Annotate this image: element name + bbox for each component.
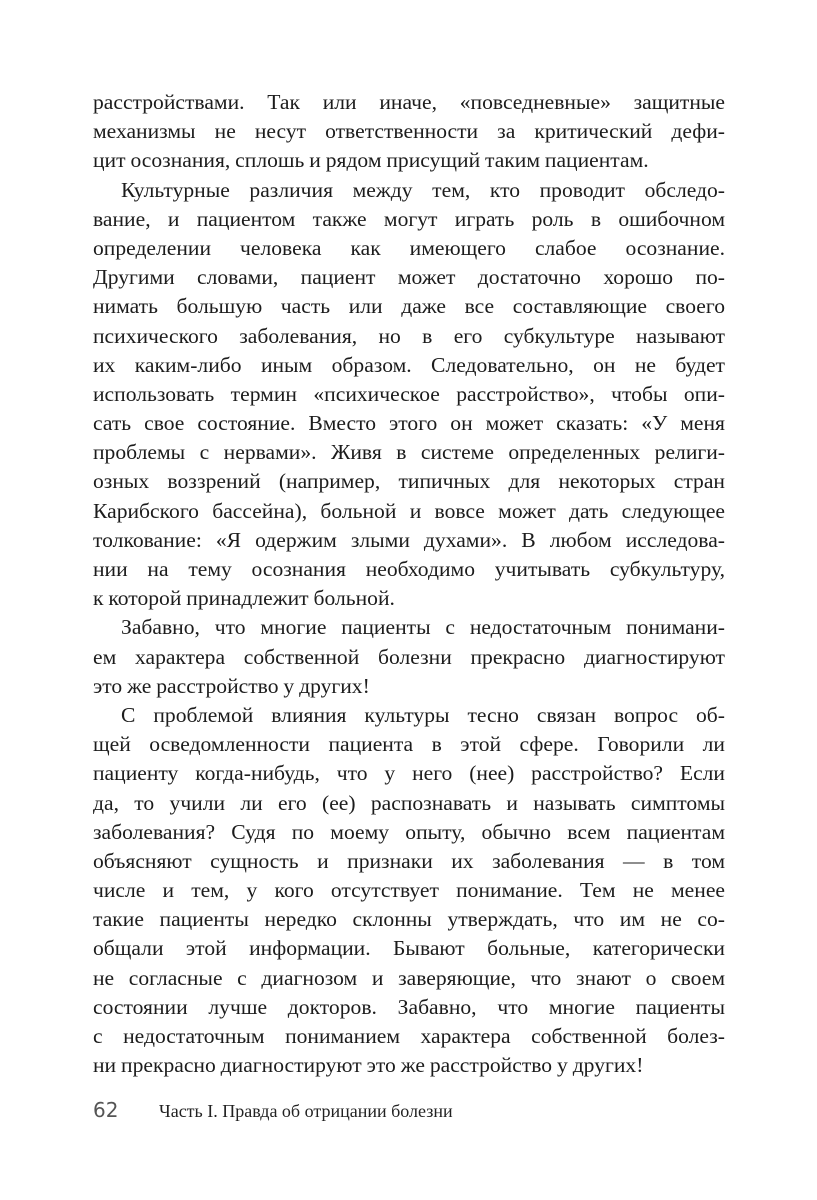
text-line: состоянии лучше докторов. Забавно, что многие пациенты bbox=[93, 994, 725, 1019]
text-line: пациенту когда-нибудь, что у него (нее) расстройство? Если bbox=[93, 761, 725, 786]
text-line: вание, и пациентом также могут играть роль в ошибочном bbox=[93, 206, 725, 231]
text-line: ем характера собственной болезни прекрасно диагностируют bbox=[93, 644, 725, 669]
text-line: нимать большую часть или даже все составляющие своего bbox=[93, 294, 725, 319]
text-line: Забавно, что многие пациенты с недостаточным понимани- bbox=[121, 615, 725, 640]
text-line: к которой принадлежит больной. bbox=[93, 586, 395, 611]
running-head: Часть I. Правда об отрицании болезни bbox=[159, 1101, 453, 1121]
text-line: с недостаточным пониманием характера собственной болез- bbox=[93, 1024, 725, 1048]
text-line: общали этой информации. Бывают больные, категорически bbox=[93, 936, 725, 961]
text-line: их каким-либо иным образом. Следовательно, он не будет bbox=[93, 352, 725, 377]
text-line: Культурные различия между тем, кто проводит обследо- bbox=[121, 177, 725, 202]
body-text bbox=[93, 88, 725, 1080]
text-line: цит осознания, сплошь и рядом присущий таким пациентам. bbox=[93, 148, 649, 173]
text-line: психического заболевания, но в его субкультуре называют bbox=[93, 323, 725, 348]
page-number: 62 bbox=[93, 1098, 119, 1122]
text-line: не согласные с диагнозом и заверяющие, что знают о своем bbox=[93, 965, 725, 990]
paragraph-4 bbox=[93, 701, 725, 1080]
text-line: щей осведомленности пациента в этой сфере. Говорили ли bbox=[93, 732, 725, 757]
text-line: озных воззрений (например, типичных для некоторых стран bbox=[93, 469, 725, 494]
paragraph-1 bbox=[93, 88, 725, 176]
text-line: расстройствами. Так или иначе, «повседневные» защитные bbox=[93, 90, 725, 114]
text-line: такие пациенты нередко склонны утверждать, что им не со- bbox=[93, 907, 725, 932]
text-line: объясняют сущность и признаки их заболевания — в том bbox=[93, 848, 725, 873]
text-line: определении человека как имеющего слабое осознание. bbox=[93, 235, 725, 260]
text-line: да, то учили ли его (ее) распознавать и называть симптомы bbox=[93, 790, 725, 815]
text-line: С проблемой влияния культуры тесно связан вопрос об- bbox=[121, 702, 725, 727]
text-line: сать свое состояние. Вместо этого он может сказать: «У меня bbox=[93, 411, 725, 436]
text-line: ни прекрасно диагностируют это же расстройство у других! bbox=[93, 1053, 644, 1078]
text-line: толкование: «Я одержим злыми духами». В любом исследова- bbox=[93, 527, 725, 552]
text-line: Карибского бассейна), больной и вовсе может дать следующее bbox=[93, 498, 725, 523]
paragraph-3 bbox=[93, 613, 725, 701]
text-line: это же расстройство у других! bbox=[93, 673, 370, 698]
text-line: использовать термин «психическое расстройство», чтобы опи- bbox=[93, 381, 725, 406]
text-line: заболевания? Судя по моему опыту, обычно всем пациентам bbox=[93, 819, 725, 844]
text-line: Другими словами, пациент может достаточно хорошо по- bbox=[93, 265, 725, 290]
page-footer bbox=[93, 1098, 725, 1128]
text-line: проблемы с нервами». Живя в системе определенных религи- bbox=[93, 440, 725, 465]
text-line: числе и тем, у кого отсутствует понимание. Тем не менее bbox=[93, 878, 725, 903]
paragraph-2 bbox=[93, 176, 725, 614]
text-line: механизмы не несут ответственности за критический дефи- bbox=[93, 119, 725, 144]
text-line: нии на тему осознания необходимо учитывать субкультуру, bbox=[93, 557, 725, 581]
